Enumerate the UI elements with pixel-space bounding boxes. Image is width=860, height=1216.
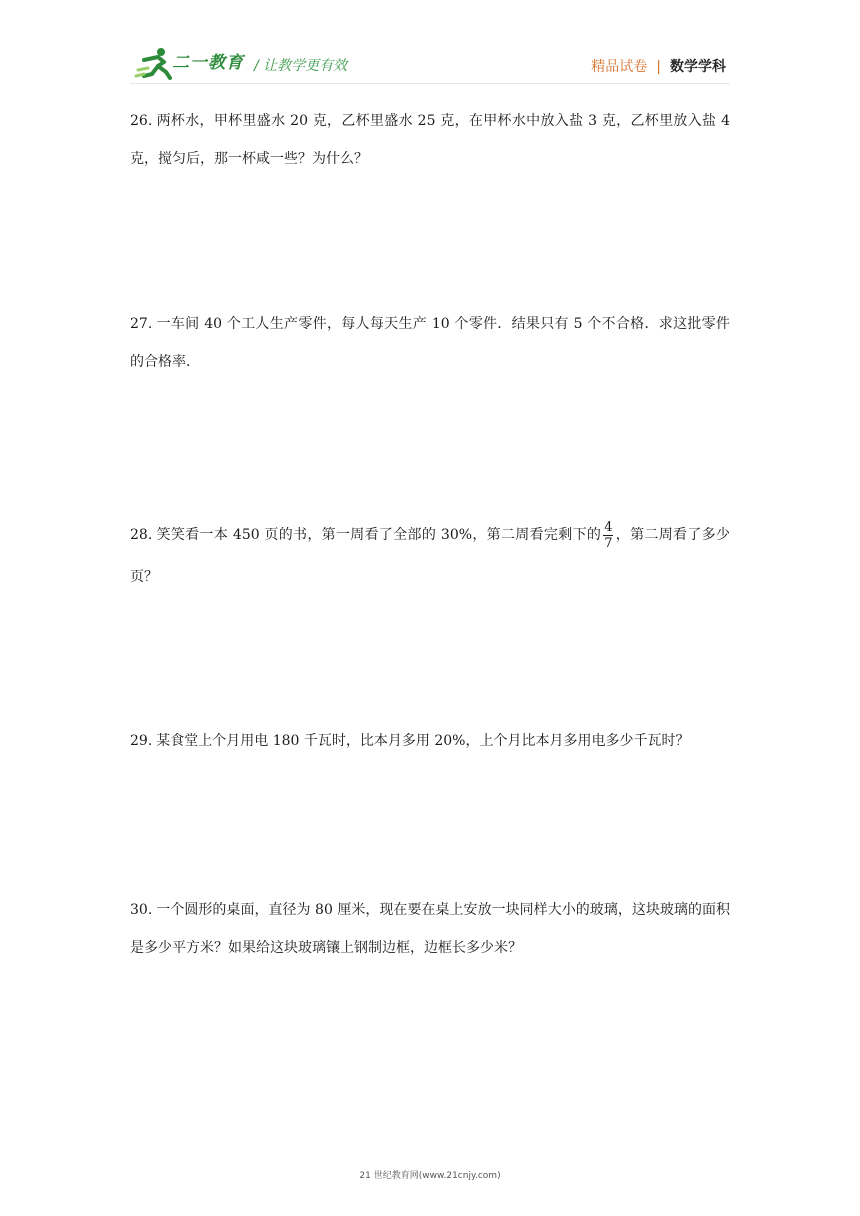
fraction-numerator: 4 — [604, 519, 613, 535]
fraction-denominator: 7 — [604, 535, 613, 551]
question-text: 某食堂上个月用电 180 千瓦时，比本月多用 20%，上个月比本月多用电多少千瓦时？ — [156, 733, 690, 749]
question-number: 30. — [130, 902, 153, 918]
question-number: 26. — [130, 113, 153, 129]
header-tags — [591, 56, 726, 76]
question-28 — [130, 514, 730, 598]
question-27 — [130, 305, 730, 381]
question-number: 29. — [130, 733, 153, 749]
question-text: 两杯水，甲杯里盛水 20 克，乙杯里盛水 25 克，在甲杯水中放入盐 3 克，乙杯里放入盐 4 克，搅匀后，那一杯咸一些？为什么？ — [130, 113, 730, 167]
quality-tag: 精品试卷 — [591, 59, 648, 75]
tag-separator: | — [656, 59, 661, 75]
question-number: 28. — [130, 527, 153, 543]
subject-tag: 数学学科 — [670, 59, 726, 75]
question-text: 一个圆形的桌面，直径为 80 厘米，现在要在桌上安放一块同样大小的玻璃，这块玻璃的面积是多少平方米？如果给这块玻璃镶上钢制边框，边框长多少米？ — [130, 902, 730, 956]
fraction — [603, 520, 613, 551]
question-number: 27. — [130, 316, 153, 332]
page-header — [0, 0, 860, 90]
question-text-after: ，第二周看了多少页？ — [130, 527, 730, 585]
page-footer: 21 世纪教育网(www.21cnjy.com) — [359, 1171, 501, 1181]
question-text-before: 笑笑看一本 450 页的书，第一周看了全部的 30%，第二周看完剩下的 — [156, 527, 602, 543]
header-divider — [130, 83, 730, 84]
logo — [134, 46, 246, 80]
question-26 — [130, 102, 730, 178]
logo-text: 二一教育 — [172, 53, 244, 73]
question-29 — [130, 722, 730, 760]
question-30 — [130, 891, 730, 967]
slogan: / 让教学更有效 — [254, 58, 348, 74]
question-text: 一车间 40 个工人生产零件，每人每天生产 10 个零件．结果只有 5 个不合格．求这批零件的合格率． — [130, 316, 730, 370]
runner-icon — [134, 46, 174, 80]
